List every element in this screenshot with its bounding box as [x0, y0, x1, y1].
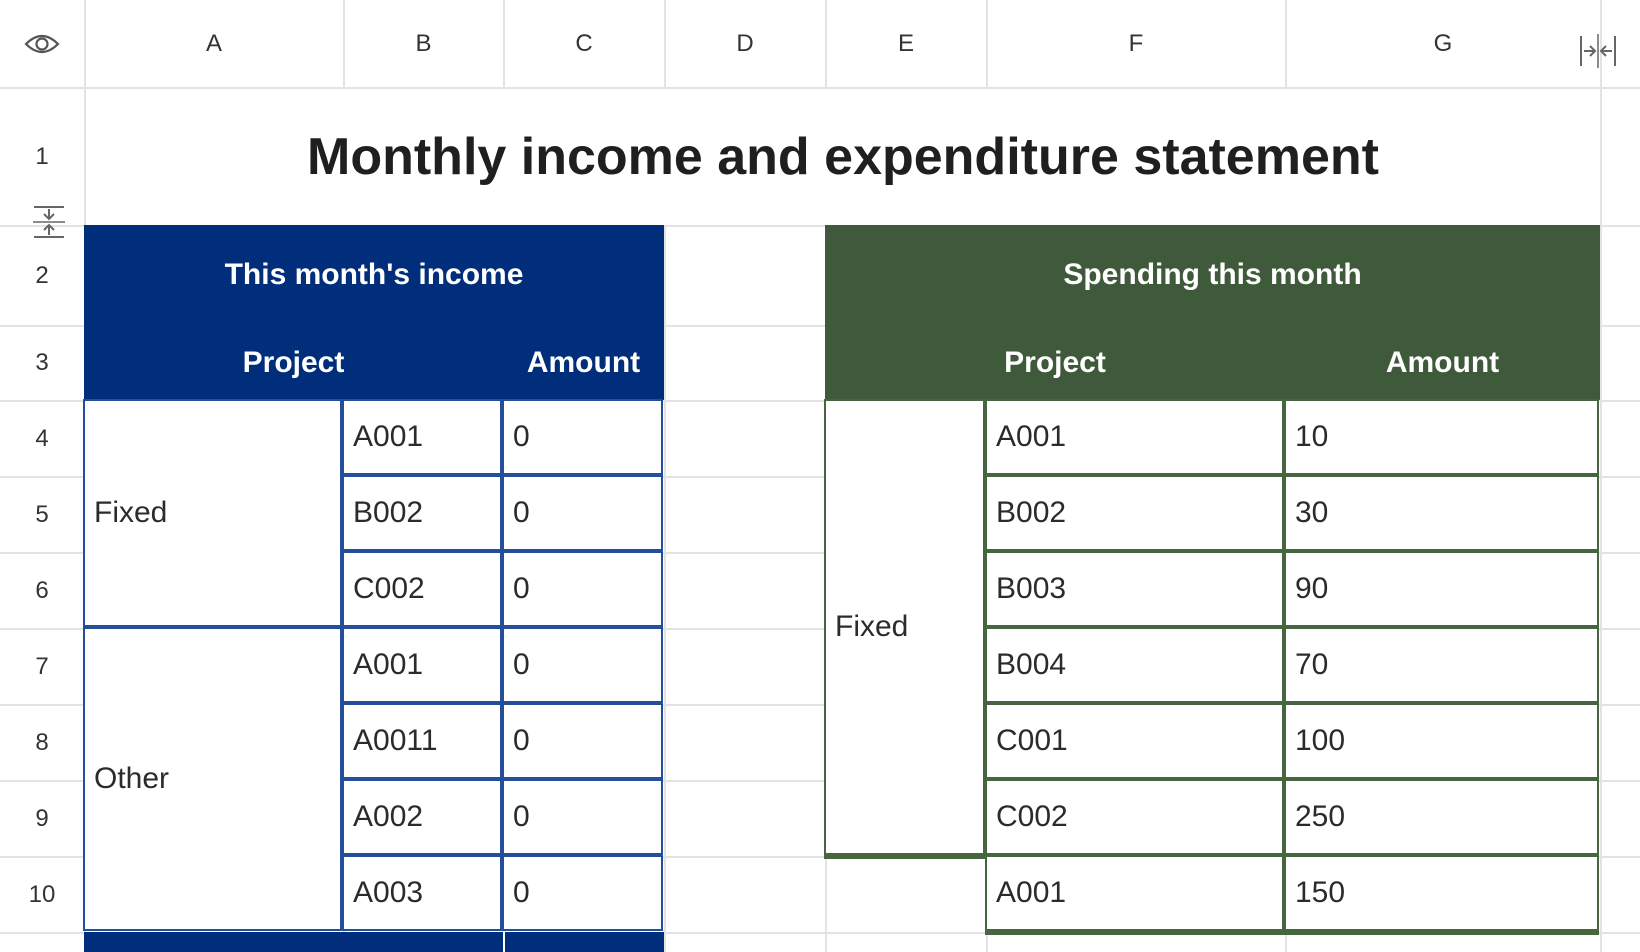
spending-item-amount[interactable]: 100: [1284, 703, 1599, 779]
spending-item-code[interactable]: B003: [985, 551, 1284, 627]
column-header-c[interactable]: C: [575, 29, 593, 57]
row-header-6[interactable]: 6: [35, 576, 49, 604]
income-item-amount[interactable]: 0: [502, 627, 663, 703]
income-header[interactable]: This month's income: [84, 225, 664, 325]
row-header-2[interactable]: 2: [35, 261, 49, 289]
income-group-label[interactable]: Other: [83, 627, 342, 931]
income-item-code[interactable]: A001: [342, 399, 502, 475]
row-header-9[interactable]: 9: [35, 804, 49, 832]
income-item-code[interactable]: B002: [342, 475, 502, 551]
spending-item-amount[interactable]: 250: [1284, 779, 1599, 855]
row-header-7[interactable]: 7: [35, 652, 49, 680]
spending-item-amount[interactable]: 150: [1284, 855, 1599, 931]
spending-header[interactable]: Spending this month: [825, 225, 1600, 325]
income-total-row[interactable]: [84, 932, 503, 952]
income-item-code[interactable]: A002: [342, 779, 502, 855]
column-header-f[interactable]: F: [1128, 29, 1144, 57]
eye-icon[interactable]: [22, 27, 62, 61]
spending-item-code[interactable]: C001: [985, 703, 1284, 779]
spending-item-code[interactable]: A001: [985, 399, 1284, 475]
collapse-columns-icon[interactable]: [1576, 30, 1620, 72]
column-header-e[interactable]: E: [897, 29, 914, 57]
spending-item-amount[interactable]: 30: [1284, 475, 1599, 551]
spending-item-code[interactable]: B002: [985, 475, 1284, 551]
spending-item-code[interactable]: B004: [985, 627, 1284, 703]
row-header-1[interactable]: 1: [35, 142, 49, 170]
column-header-g[interactable]: G: [1433, 29, 1453, 57]
row-header-10[interactable]: 10: [28, 880, 56, 908]
income-total-amount[interactable]: [503, 932, 664, 952]
income-item-code[interactable]: A001: [342, 627, 502, 703]
income-item-code[interactable]: A003: [342, 855, 502, 931]
spending-group-label[interactable]: [824, 855, 985, 859]
column-header-b[interactable]: B: [415, 29, 432, 57]
row-header-8[interactable]: 8: [35, 728, 49, 756]
spending-item-code[interactable]: A001: [985, 855, 1284, 931]
collapse-rows-icon[interactable]: [29, 203, 69, 241]
spending-item-amount[interactable]: 90: [1284, 551, 1599, 627]
spending-item-amount[interactable]: 70: [1284, 627, 1599, 703]
spending-item-code[interactable]: [985, 931, 1284, 935]
income-group-label[interactable]: Fixed: [83, 399, 342, 627]
spending-item-code[interactable]: C002: [985, 779, 1284, 855]
income-project-header[interactable]: Project: [84, 325, 503, 400]
income-item-amount[interactable]: 0: [502, 779, 663, 855]
spending-amount-header[interactable]: Amount: [1285, 325, 1600, 400]
income-item-code[interactable]: A0011: [342, 703, 502, 779]
spending-project-header[interactable]: Project: [825, 325, 1285, 400]
row-header-4[interactable]: 4: [35, 424, 49, 452]
income-item-amount[interactable]: 0: [502, 551, 663, 627]
spending-item-amount[interactable]: 10: [1284, 399, 1599, 475]
row-header-3[interactable]: 3: [35, 349, 49, 376]
income-item-amount[interactable]: 0: [502, 399, 663, 475]
column-header-a[interactable]: A: [205, 29, 222, 57]
income-item-amount[interactable]: 0: [502, 855, 663, 931]
income-item-amount[interactable]: 0: [502, 475, 663, 551]
income-item-code[interactable]: C002: [342, 551, 502, 627]
spending-group-label[interactable]: Fixed: [824, 399, 985, 855]
row-header-5[interactable]: 5: [35, 500, 49, 528]
income-item-amount[interactable]: 0: [502, 703, 663, 779]
income-amount-header[interactable]: Amount: [503, 325, 664, 400]
spending-item-amount[interactable]: [1284, 931, 1599, 935]
sheet-title[interactable]: Monthly income and expenditure statement: [86, 89, 1600, 225]
column-header-d[interactable]: D: [736, 29, 754, 57]
